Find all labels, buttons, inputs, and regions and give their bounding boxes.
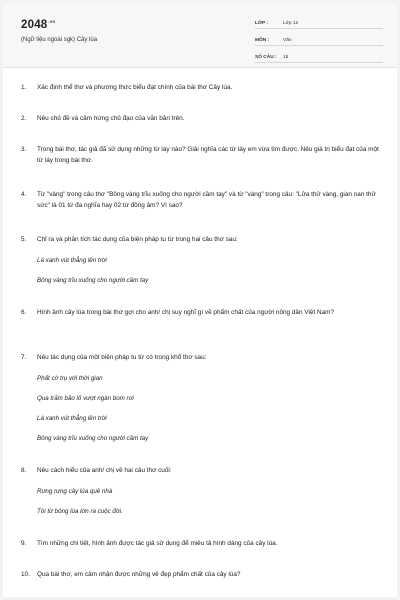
question-text: Chỉ ra và phân tích tác dụng của biện pháp tu từ trong hai câu thơ sau: (37, 236, 238, 243)
question-text: Xác định thể thơ và phương thức biểu đạt chính của bài thơ Cây lúa. (37, 84, 233, 91)
question-number: 1. (21, 84, 27, 91)
question-number: 4. (21, 191, 27, 198)
question-6 (21, 308, 381, 319)
verse-line: Bông vàng trĩu xuống cho người cầm tay (37, 277, 149, 284)
question-text: Nêu tác dụng của một biện pháp tu từ có trong khổ thơ sau: (37, 354, 207, 361)
question-3 (21, 145, 381, 166)
question-8 (21, 466, 381, 477)
logo-text: 2048 (21, 19, 48, 31)
question-text: Tìm những chi tiết, hình ảnh được tác giả sử dụng để miêu tả hình dáng của cây lúa. (37, 540, 278, 547)
meta-value: Văn (283, 38, 292, 43)
site-logo[interactable] (21, 19, 56, 31)
question-9 (21, 539, 381, 550)
question-10 (21, 570, 381, 581)
question-text: Hình ảnh cây lúa trong bài thơ gợi cho anh/ chị suy nghĩ gì về phẩm chất của người nông dân Việt Nam? (37, 309, 335, 316)
question-number: 7. (21, 354, 27, 361)
document-page (3, 3, 397, 597)
question-number: 5. (21, 236, 27, 243)
question-number: 6. (21, 309, 27, 316)
meta-label: LỚP : (255, 21, 269, 26)
verse-line: Qua trăm bão lố vượt ngàn bom rơi (37, 395, 134, 402)
question-7 (21, 353, 381, 364)
question-5 (21, 235, 381, 246)
question-number: 9. (21, 540, 27, 547)
question-text: Nêu cách hiểu của anh/ chị về hai câu thơ cuối: (37, 467, 172, 474)
meta-row-count (255, 48, 383, 63)
meta-value: Lớp 12 (283, 21, 299, 26)
meta-label: MÔN : (255, 38, 270, 43)
verse-line: Phất cờ trụ với thời gian (37, 375, 103, 382)
question-number: 3. (21, 146, 27, 153)
verse-line: Lá xanh vút thẳng lên trời (37, 257, 107, 264)
question-text: Nêu chủ đề và cảm hứng chủ đạo của văn bản trên. (37, 115, 185, 122)
question-text: Từ "vàng" trong câu thơ "Bông vàng trĩu xuống cho người cầm tay" và từ "vàng" trong câu: "Lửa thử vàng, gian nan thử sức" là 01 từ đa nghĩa hay 02 từ đồng âm? Vì sao? (37, 191, 376, 209)
verse-line: Rưng rưng cây lúa quê nhà (37, 488, 113, 495)
question-text: Trong bài thơ, tác giả đã sử dụng những từ láy nào? Giải nghĩa các từ láy em vừa tìm được. Nêu giá trị biểu đạt của một từ láy trong bài thơ. (37, 146, 379, 164)
logo-domain: .vn (48, 19, 56, 24)
meta-row-subject (255, 31, 383, 46)
meta-value: 15 (283, 55, 289, 60)
meta-label: SỐ CÂU : (255, 55, 277, 60)
verse-line: Bông vàng trĩu xuống cho người cầm tay (37, 435, 149, 442)
verse-line: Lá xanh vút thẳng lên trời (37, 415, 107, 422)
document-meta (255, 14, 383, 65)
document-title: (Ngữ liệu ngoài sgk) Cây lúa (21, 37, 98, 43)
question-number: 10. (21, 571, 30, 578)
document-header (3, 3, 397, 68)
question-1 (21, 83, 381, 94)
question-text: Qua bài thơ, em cảm nhận được những vẻ đẹp phẩm chất của cây lúa? (37, 571, 241, 578)
question-4 (21, 190, 381, 211)
question-2 (21, 114, 381, 125)
meta-row-class (255, 14, 383, 29)
question-number: 2. (21, 115, 27, 122)
verse-line: Tôi từ bông lúa lớn ra cuộc đời. (37, 508, 123, 515)
question-number: 8. (21, 467, 27, 474)
